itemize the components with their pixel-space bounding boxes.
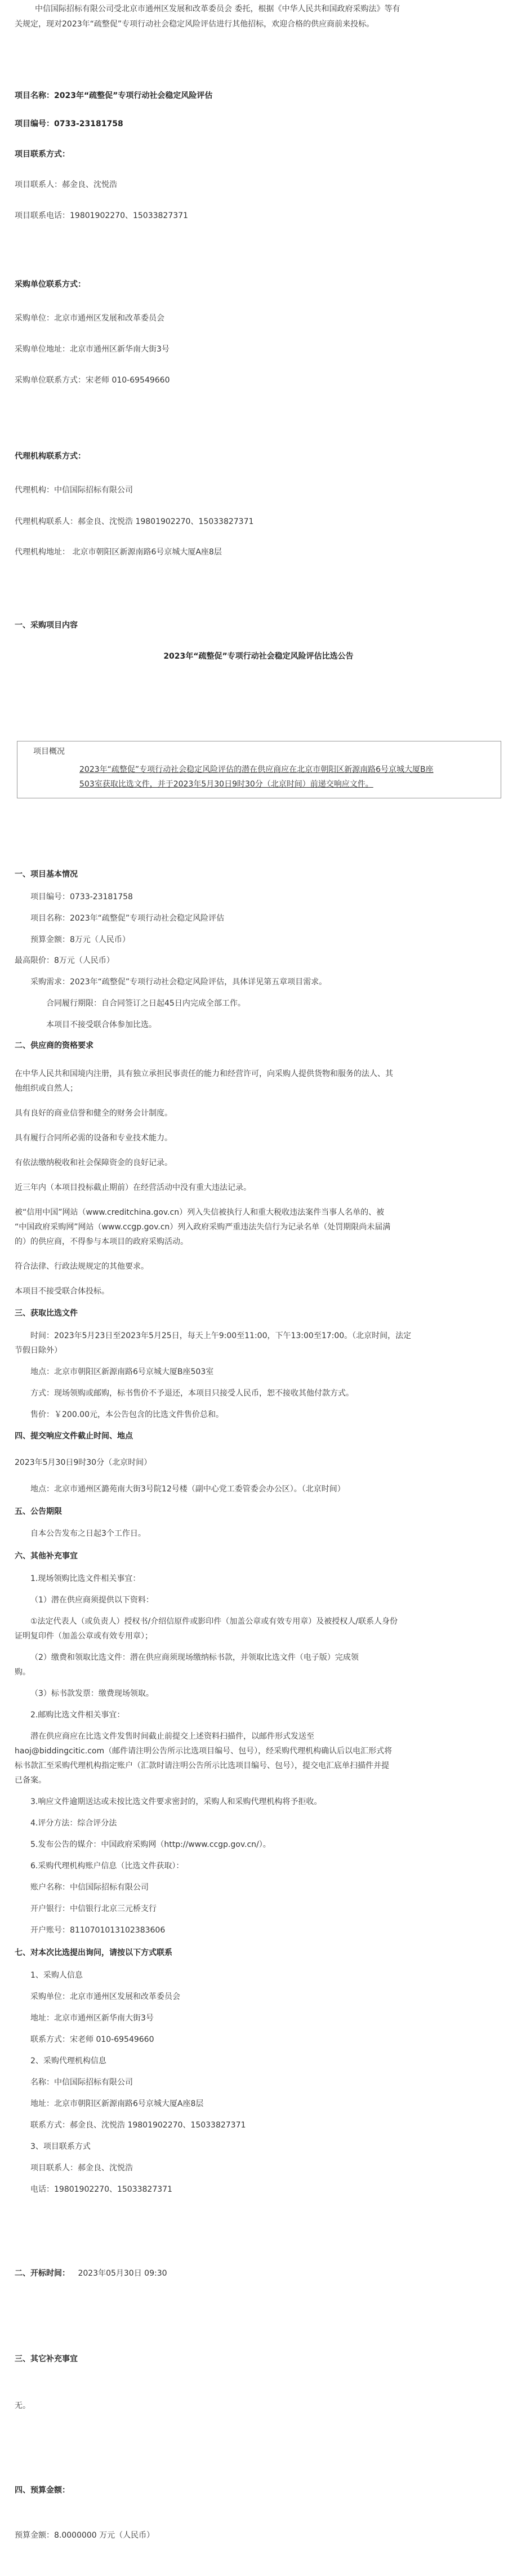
- contact-purchaser-address: 地址：北京市通州区新华南大街3号: [30, 2014, 154, 2023]
- contact-agency-title: 2、采购代理机构信息: [30, 2057, 106, 2066]
- qualification-text: 近三年内（本项目投标截止期前）在经营活动中没有重大违法记录。: [15, 1183, 251, 1192]
- section-heading-contact: 七、对本次比选提出询问，请按以下方式联系: [15, 1948, 172, 1957]
- contact-purchaser-name: 采购单位：北京市通州区发展和改革委员会: [30, 1992, 180, 2001]
- overview-box-line-2: 503室获取比选文件，并于2023年5月30日9时30分（北京时间）前递交响应文件。: [79, 780, 373, 789]
- qualification-text: 的）的供应商，不得参与本项目的政府采购活动。: [15, 1237, 188, 1246]
- project-contact-person: 项目联系人：郝金良、沈悦浩: [15, 180, 117, 189]
- intro-line-2: 关规定，现对2023年“疏整促”专项行动社会稳定风险评估进行其他招标，欢迎合格的供应商前来投标。: [15, 20, 375, 29]
- other-sub2-d: 已备案。: [15, 1776, 46, 1785]
- other-sub3: 3.响应文件逾期送达或未按比选文件要求密封的，采购人和采购代理机构将予拒收。: [30, 1797, 322, 1806]
- account-name: 账户名称：中信国际招标有限公司: [30, 1883, 149, 1892]
- purchaser-address: 采购单位地址：北京市通州区新华南大街3号: [15, 345, 170, 354]
- other-sub1-1: （1）潜在供应商须提供以下资料：: [30, 1596, 154, 1605]
- project-name: 项目名称：2023年“疏整促”专项行动社会稳定风险评估: [15, 91, 213, 100]
- section-heading-content: 一、采购项目内容: [15, 621, 78, 630]
- contact-project-person: 项目联系人：郝金良、沈悦浩: [30, 2164, 133, 2173]
- other-sub1: 1.现场领购比选文件相关事宜：: [30, 1574, 141, 1583]
- basic-line: 项目名称：2023年“疏整促”专项行动社会稳定风险评估: [30, 914, 225, 923]
- section-heading-budget: 四、预算金额：: [15, 2486, 70, 2495]
- qualification-text: “中国政府采购网”网站（www.ccgp.gov.cn）列入政府采购严重违法失信行为记录名单（处罚期限尚未届满: [15, 1223, 391, 1232]
- intro-line-1: 中信国际招标有限公司受北京市通州区发展和改革委员会 委托，根据《中华人民共和国政府采购法》等有: [35, 5, 400, 14]
- account-bank: 开户银行：中信银行北京三元桥支行: [30, 1904, 157, 1913]
- account-number: 开户账号：8110701013102383606: [30, 1926, 166, 1935]
- section-heading-period: 五、公告期限: [15, 1507, 62, 1516]
- qualification-text: 具有良好的商业信誉和健全的财务会计制度。: [15, 1109, 172, 1118]
- purchaser-title: 采购单位联系方式：: [15, 280, 86, 289]
- purchaser-name: 采购单位：北京市通州区发展和改革委员会: [15, 314, 164, 323]
- submit-time: 2023年5月30日9时30分（北京时间）: [15, 1458, 152, 1467]
- contact-agency-address: 地址：北京市朝阳区新源南路6号京城大厦A座8层: [30, 2099, 204, 2108]
- section-heading-basic: 一、项目基本情况: [15, 870, 78, 879]
- agency-name: 代理机构：中信国际招标有限公司: [15, 486, 133, 495]
- other-sub2-c: 标书款汇至采购代理机构指定账户（汇款时请注明公告所示比选项目编号、包号），提交电汇底单扫描件并提: [15, 1761, 389, 1770]
- other-sub1-1b: 证明复印件（加盖公章或有效专用章）；: [15, 1632, 153, 1641]
- qualification-text: 被“信用中国”网站（www.creditchina.gov.cn）列入失信被执行人和重大税收违法案件当事人名单的、被: [15, 1208, 385, 1217]
- other-sub1-2a: （2）缴费和领取比选文件：潜在供应商须现场缴纳标书款，并领取比选文件（电子版）完成领: [30, 1653, 359, 1662]
- other-sub1-3: （3）标书款发票：缴费现场领取。: [30, 1689, 154, 1698]
- contact-project-title: 3、项目联系方式: [30, 2142, 91, 2151]
- basic-line: 采购需求：2023年“疏整促”专项行动社会稳定风险评估，具体详见第五章项目需求。: [30, 978, 327, 987]
- qualification-text: 有依法缴纳税收和社会保障资金的良好记录。: [15, 1158, 172, 1167]
- announcement-title: 2023年“疏整促”专项行动社会稳定风险评估比选公告: [163, 652, 354, 661]
- project-contact-phone: 项目联系电话：19801902270、15033827371: [15, 211, 188, 220]
- basic-line: 合同履行期限：自合同签订之日起45日内完成全部工作。: [46, 999, 246, 1008]
- basic-line: 预算金额：8万元（人民币）: [30, 935, 130, 944]
- project-no: 项目编号：0733-23181758: [15, 119, 123, 128]
- agency-address: 代理机构地址： 北京市朝阳区新源南路6号京城大厦A座8层: [15, 548, 222, 557]
- qualification-text: 具有履行合同所必需的设备和专业技术能力。: [15, 1134, 172, 1143]
- section-heading-obtain: 三、获取比选文件: [15, 1309, 78, 1318]
- obtain-address: 地点：北京市朝阳区新源南路6号京城大厦B座503室: [30, 1367, 214, 1376]
- qualification-text: 本项目不接受联合体投标。: [15, 1287, 109, 1296]
- obtain-price: 售价：￥200.00元，本公告包含的比选文件售价总和。: [30, 1410, 224, 1419]
- budget-text: 预算金额：8.0000000 万元（人民币）: [15, 2531, 155, 2540]
- other-sub1-1a: ①法定代表人（或负责人）授权书/介绍信原件或影印件（加盖公章或有效专用章）及被授权人/联系人身份: [30, 1617, 398, 1626]
- obtain-time-note: 节假日除外）: [15, 1346, 62, 1355]
- qualification-text: 符合法律、行政法规规定的其他要求。: [15, 1262, 149, 1271]
- other-sub1-2b: 购。: [15, 1668, 30, 1677]
- basic-line: 本项目不接受联合体参加比选。: [46, 1020, 157, 1029]
- contact-purchaser-title: 1、采购人信息: [30, 1971, 83, 1980]
- extra-text: 无。: [15, 2401, 30, 2410]
- contact-agency-phone: 联系方式：郝金良、沈悦浩 19801902270、15033827371: [30, 2121, 246, 2130]
- project-contact-title: 项目联系方式：: [15, 150, 70, 159]
- section-heading-submit: 四、提交响应文件截止时间、地点: [15, 1432, 133, 1441]
- purchaser-phone: 采购单位联系方式：宋老师 010-69549660: [15, 376, 170, 385]
- contact-purchaser-phone: 联系方式：宋老师 010-69549660: [30, 2035, 154, 2044]
- other-sub2: 2.邮购比选文件相关事宜：: [30, 1711, 125, 1720]
- qualification-text: 在中华人民共和国境内注册，具有独立承担民事责任的能力和经营许可，向采购人提供货物和服务的法人、其: [15, 1069, 393, 1078]
- agency-phone: 代理机构联系人：郝金良、沈悦浩 19801902270、15033827371: [15, 517, 254, 526]
- project-overview-box: [17, 741, 501, 798]
- bid-open-row: [15, 2268, 167, 2279]
- other-sub6: 6.采购代理机构账户信息（比选文件获取）：: [30, 1862, 184, 1871]
- bid-open-value: 2023年05月30日 09:30: [78, 2269, 167, 2278]
- contact-project-phone: 电话：19801902270、15033827371: [30, 2185, 172, 2194]
- section-heading-other: 六、其他补充事宜: [15, 1552, 78, 1561]
- bid-open-heading: 二、开标时间：: [15, 2269, 70, 2278]
- other-sub5: 5.发布公告的媒介：中国政府采购网（http://www.ccgp.gov.cn/）。: [30, 1840, 271, 1849]
- section-heading-extra: 三、其它补充事宜: [15, 2355, 78, 2364]
- obtain-method: 方式：现场领购或邮购，标书售价不予退还，本项目只接受人民币，恕不接收其他付款方式。: [30, 1389, 354, 1398]
- overview-box-title: 项目概况: [33, 747, 65, 756]
- other-sub2-a: 潜在供应商应在比选文件发售时间截止前提交上述资料扫描件，以邮件形式发送至: [30, 1732, 314, 1741]
- section-heading-qualification: 二、供应商的资格要求: [15, 1041, 93, 1050]
- basic-line: 项目编号：0733-23181758: [30, 892, 133, 901]
- other-sub2-b: haoj@biddingcitic.com（邮件请注明公告所示比选项目编号、包号），经采购代理机构确认后以电汇形式将: [15, 1747, 393, 1756]
- qualification-text: 他组织或自然人；: [15, 1084, 78, 1093]
- other-sub4: 4.评分方法：综合评分法: [30, 1819, 117, 1828]
- overview-box-line-1: 2023年“疏整促”专项行动社会稳定风险评估的潜在供应商应在北京市朝阳区新源南路6号京城大厦B座: [79, 765, 434, 774]
- basic-line: 最高限价：8万元（人民币）: [15, 956, 114, 965]
- agency-title: 代理机构联系方式：: [15, 452, 86, 461]
- contact-agency-name: 名称：中信国际招标有限公司: [30, 2078, 133, 2087]
- submit-address: 地点：北京市通州区潞苑南大街3号院12号楼（副中心党工委管委会办公区）。（北京时间）: [30, 1485, 345, 1494]
- period-text: 自本公告发布之日起3个工作日。: [30, 1529, 146, 1538]
- obtain-time: 时间：2023年5月23日至2023年5月25日，每天上午9:00至11:00，下午13:00至17:00。（北京时间，法定: [30, 1331, 412, 1340]
